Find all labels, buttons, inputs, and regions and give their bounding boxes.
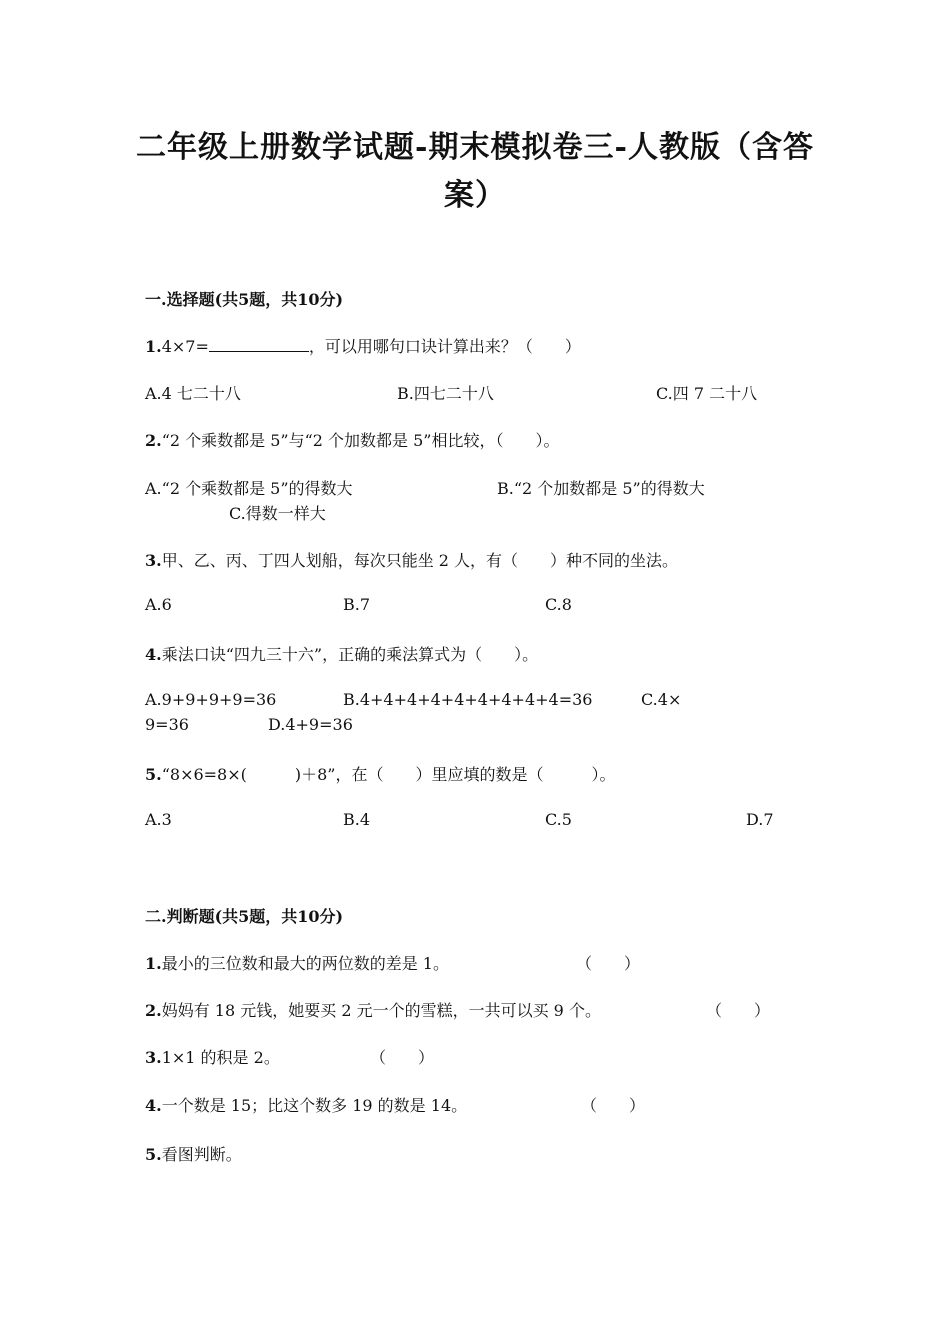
question-number: 2. bbox=[145, 1001, 162, 1020]
answer-blank bbox=[209, 335, 309, 352]
question-text: 一个数是 15；比这个数多 19 的数是 14。 bbox=[161, 1096, 468, 1115]
option-a: A.6 bbox=[145, 595, 172, 614]
option-d: D.7 bbox=[746, 810, 774, 829]
question-number: 3. bbox=[145, 551, 162, 570]
option-c: C.5 bbox=[545, 810, 572, 829]
question-number: 2. bbox=[145, 431, 162, 450]
answer-parentheses: （ ） bbox=[370, 1048, 435, 1067]
judgment-question-2 bbox=[145, 998, 601, 1021]
option-c: C.8 bbox=[545, 595, 572, 614]
question-number: 1. bbox=[145, 337, 162, 356]
title-line-2: 案） bbox=[444, 178, 506, 213]
question-number: 5. bbox=[145, 765, 162, 784]
judgment-question-1 bbox=[145, 951, 449, 974]
answer-parentheses: （ ） bbox=[706, 1001, 771, 1020]
choice-question-2 bbox=[145, 428, 560, 451]
answer-parentheses: （ ） bbox=[576, 954, 641, 973]
question-text: “2 个乘数都是 5”与“2 个加数都是 5”相比较，（ ）。 bbox=[161, 431, 560, 450]
question-text-post: ，可以用哪句口诀计算出来？（ ） bbox=[308, 337, 581, 356]
judgment-question-4 bbox=[145, 1093, 467, 1116]
option-b: B.7 bbox=[343, 595, 371, 614]
question-number: 5. bbox=[145, 1145, 162, 1164]
question-text: 妈妈有 18 元钱，她要买 2 元一个的雪糕，一共可以买 9 个。 bbox=[161, 1001, 601, 1020]
question-text: 1×1 的积是 2。 bbox=[161, 1048, 280, 1067]
choice-question-1 bbox=[145, 334, 581, 357]
option-a: A.4 七二十八 bbox=[145, 384, 241, 403]
title-line-1: 二年级上册数学试题-期末模拟卷三-人教版（含答 bbox=[136, 130, 814, 165]
question-text: 乘法口诀“四九三十六”，正确的乘法算式为（ ）。 bbox=[161, 645, 539, 664]
choice-question-5 bbox=[145, 762, 616, 785]
question-text-pre: 4×7= bbox=[161, 337, 209, 356]
option-c: C.得数一样大 bbox=[229, 504, 326, 523]
question-text: “8×6=8×( )＋8”，在（ ）里应填的数是（ ）。 bbox=[161, 765, 616, 784]
section-heading-judgment: 二.判断题(共5题，共10分) bbox=[145, 907, 344, 926]
judgment-question-3 bbox=[145, 1045, 280, 1068]
option-c: C.四 7 二十八 bbox=[656, 384, 758, 403]
option-a: A.9+9+9+9=36 bbox=[145, 690, 277, 709]
answer-parentheses: （ ） bbox=[581, 1096, 646, 1115]
question-number: 4. bbox=[145, 1096, 162, 1115]
option-a: A.“2 个乘数都是 5”的得数大 bbox=[145, 479, 353, 498]
option-b: B.4+4+4+4+4+4+4+4+4=36 bbox=[343, 690, 593, 709]
question-number: 3. bbox=[145, 1048, 162, 1067]
choice-question-3 bbox=[145, 548, 678, 571]
question-number: 1. bbox=[145, 954, 162, 973]
question-text: 甲、乙、丙、丁四人划船，每次只能坐 2 人，有（ ）种不同的坐法。 bbox=[161, 551, 679, 570]
section-heading-choice: 一.选择题(共5题，共10分) bbox=[145, 290, 344, 309]
question-text: 看图判断。 bbox=[161, 1145, 242, 1164]
option-b: B.“2 个加数都是 5”的得数大 bbox=[497, 479, 705, 498]
question-text: 最小的三位数和最大的两位数的差是 1。 bbox=[161, 954, 449, 973]
option-b: B.4 bbox=[343, 810, 371, 829]
choice-question-4 bbox=[145, 642, 538, 665]
option-c-continued: 9=36 bbox=[145, 715, 189, 734]
judgment-question-5 bbox=[145, 1142, 242, 1165]
option-d: D.4+9=36 bbox=[268, 715, 353, 734]
option-b: B.四七二十八 bbox=[397, 384, 494, 403]
question-number: 4. bbox=[145, 645, 162, 664]
option-a: A.3 bbox=[145, 810, 172, 829]
option-c: C.4× bbox=[641, 690, 682, 709]
